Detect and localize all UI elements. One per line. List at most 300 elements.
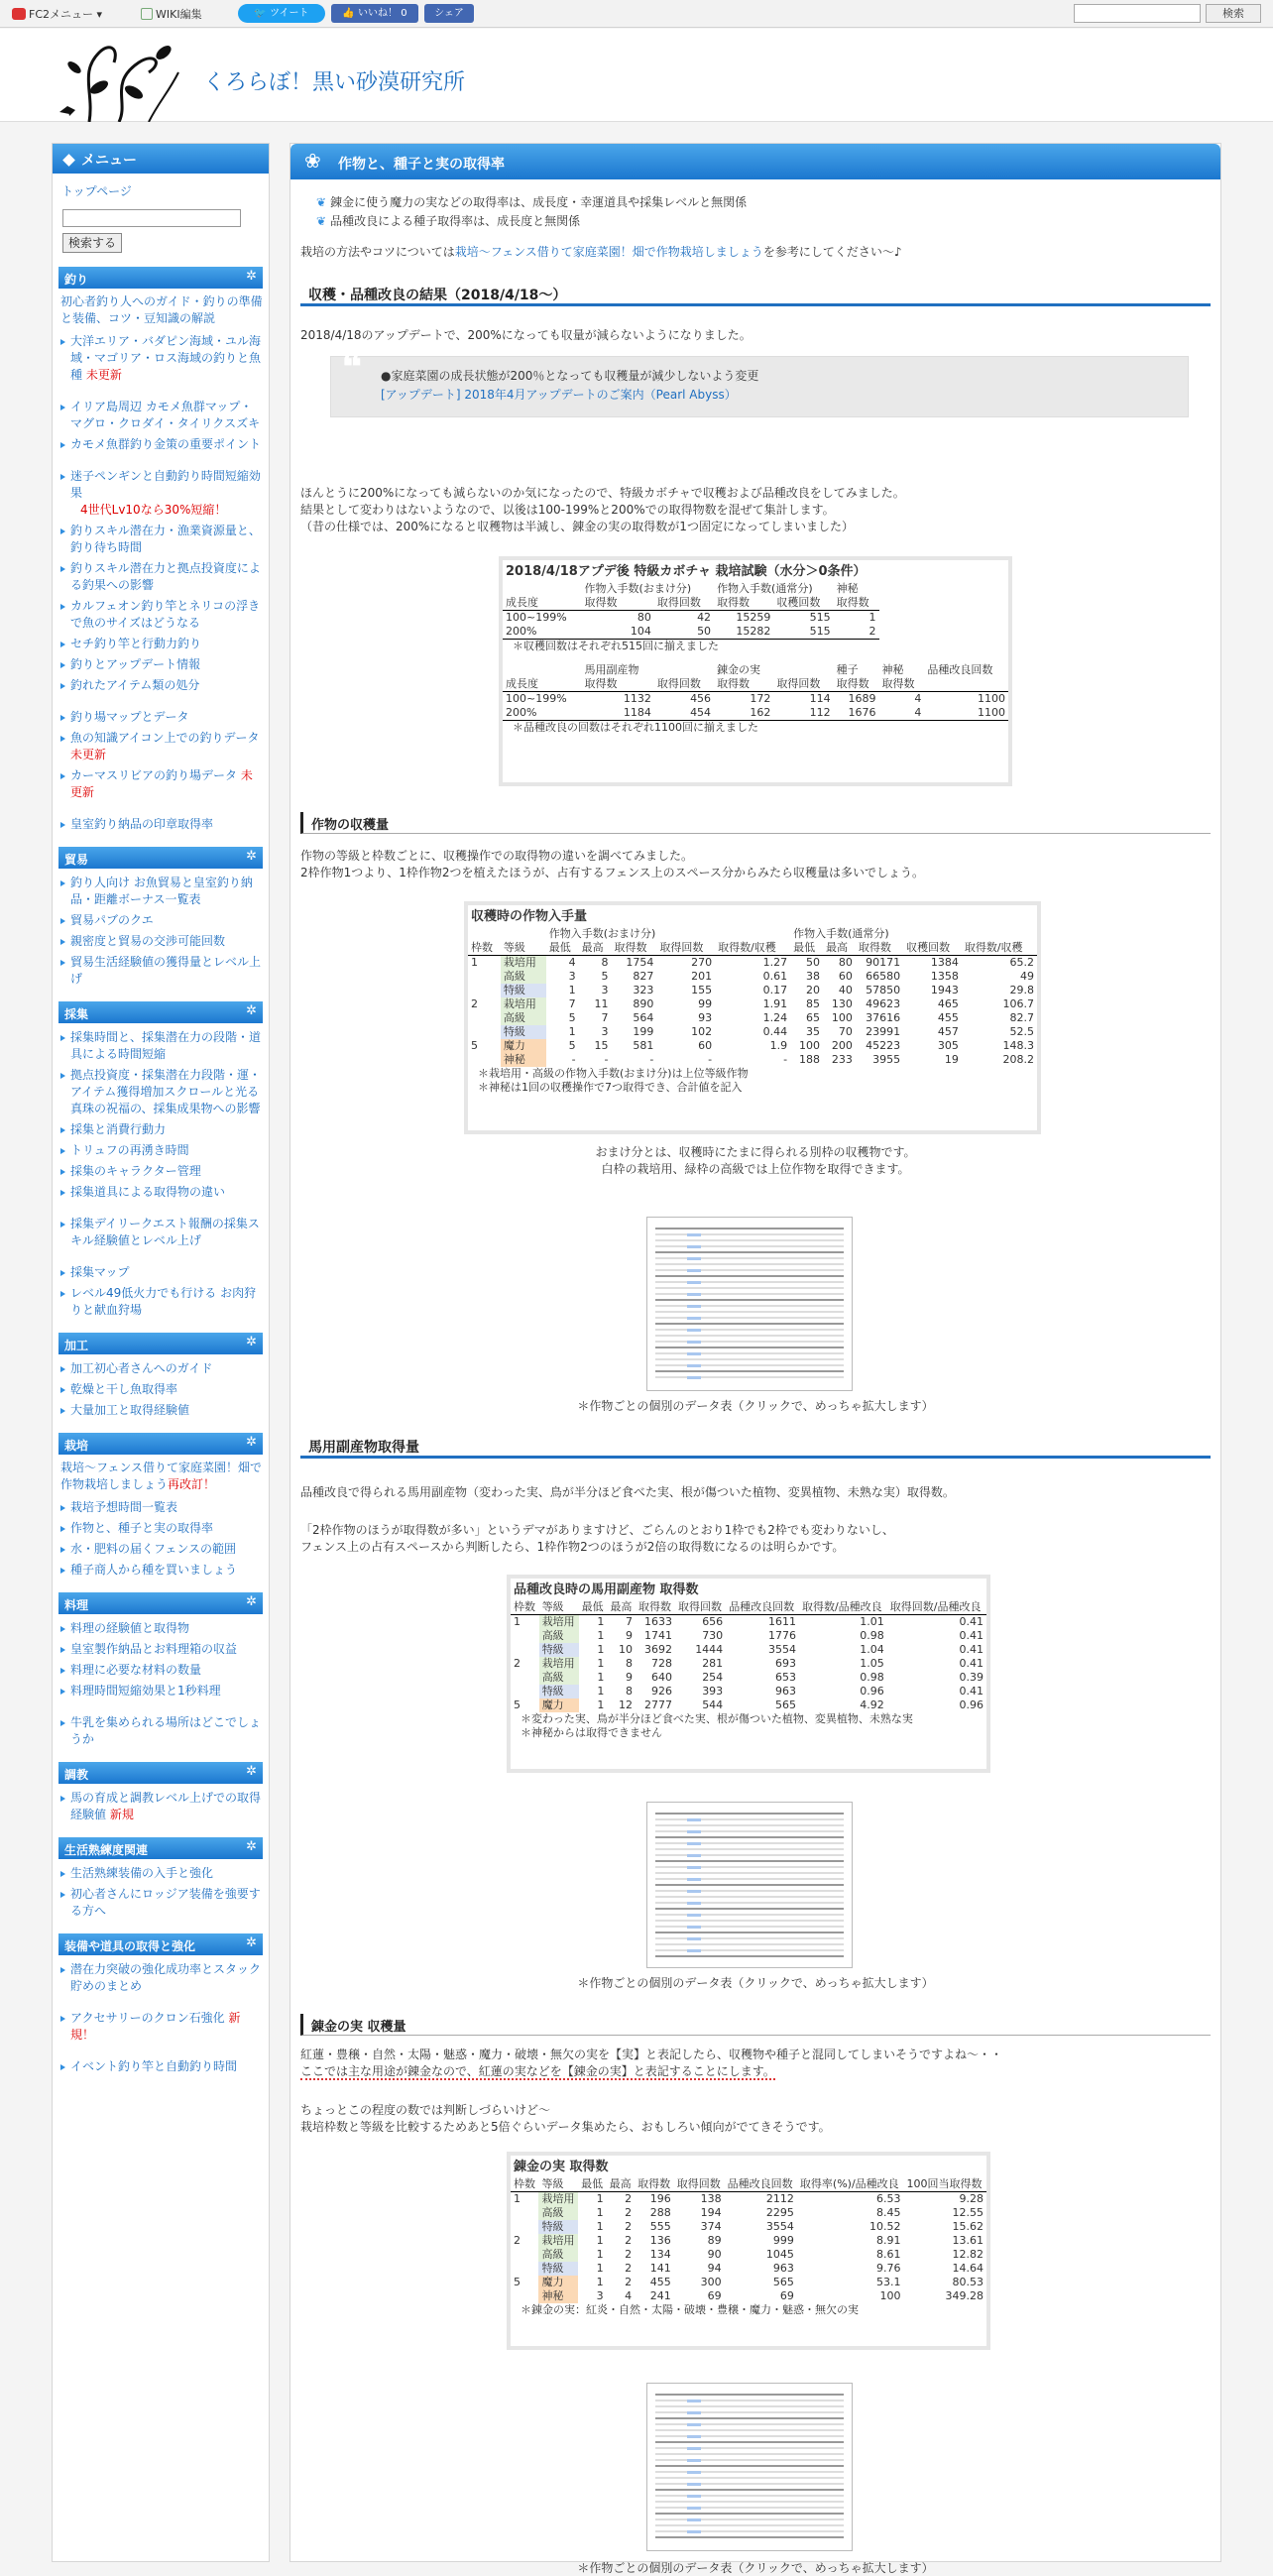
sidebar-item[interactable] — [58, 709, 263, 726]
table-cell: 0.41 — [959, 1643, 984, 1656]
sidebar-item[interactable] — [58, 399, 263, 432]
thumbnail-highlight — [687, 1866, 701, 1869]
sidebar-item[interactable] — [58, 560, 263, 594]
ribbon-icon: ❦ — [316, 195, 327, 209]
sidebar-item[interactable] — [58, 333, 263, 384]
table-cell: 15.62 — [952, 2220, 984, 2233]
like-button[interactable]: 👍 いいね！ 0 — [331, 4, 418, 23]
table-cell: 138 — [700, 2192, 722, 2205]
table-cell: 1676 — [834, 706, 879, 721]
sidebar-item-link[interactable]: 作物と、種子と実の取得率 — [70, 1521, 214, 1535]
sidebar-item[interactable] — [58, 1499, 263, 1516]
table-cell: 200% — [503, 706, 582, 721]
paragraph: ここでは主な用途が錬金なので、紅蓮の実などを【錬金の実】と表記することにします。 — [300, 2064, 775, 2078]
sidebar-item-link[interactable]: 牛乳を集められる場所はどこでしょうか — [70, 1715, 262, 1746]
table-cell: ＊神秘は1回の収穫操作で7つ取得でき、合計値を記入 — [478, 1081, 743, 1094]
table-cell: 457 — [937, 1025, 959, 1038]
table-cell: 49623 — [866, 997, 901, 1010]
thumbnail-highlight — [687, 1317, 701, 1320]
table-cell — [654, 663, 714, 677]
sidebar-search-button[interactable]: 検索する — [62, 233, 122, 253]
table-cell: 11 — [594, 997, 609, 1010]
thumbnail-row — [655, 1836, 844, 1838]
thumbnail-row — [655, 1914, 844, 1916]
sidebar-item-link[interactable]: 生活熟練装備の入手と強化 — [70, 1866, 214, 1880]
table-cell: 323 — [633, 984, 654, 996]
table-cell: 作物入手数(通常分) — [717, 582, 813, 595]
thumbnail-row — [655, 2501, 844, 2503]
sidebar-item-link[interactable]: 親密度と貿易の交渉可能回数 — [70, 934, 226, 948]
sidebar-item[interactable] — [58, 1541, 263, 1558]
sidebar-item-link[interactable]: 皇室釣り納品の印章取得率 — [70, 817, 214, 831]
table-cell: 5 — [568, 1039, 576, 1052]
sidebar-item[interactable] — [58, 436, 263, 453]
table-cell: 565 — [772, 2276, 794, 2288]
sidebar-item[interactable] — [58, 1886, 263, 1920]
table-cell: 2 — [625, 2206, 633, 2219]
table-cell: 134 — [649, 2248, 671, 2261]
site-title[interactable]: くろらぼ！黒い砂漠研究所 — [203, 70, 466, 95]
sidebar-item[interactable] — [58, 1641, 263, 1658]
table-row — [468, 927, 1037, 941]
table-row — [468, 984, 1037, 997]
thumbnail-row — [655, 2417, 844, 2419]
sidebar-item-link[interactable]: 皇室製作納品とお料理箱の収益 — [70, 1642, 238, 1656]
table-cell: 640 — [650, 1671, 672, 1684]
sidebar-item-link[interactable]: 貿易パブのクエ — [70, 913, 154, 927]
table-cell: 魔力 — [539, 1698, 579, 1712]
thumbnail-row — [655, 1275, 844, 1277]
thumbnail-row — [655, 2471, 844, 2473]
sidebar-item[interactable] — [58, 1865, 263, 1882]
sidebar-item-link[interactable]: 大洋エリア・バダピン海域・ユル海域・マゴリア・ロス海域の釣りと魚種 — [70, 334, 262, 382]
table-cell: 2 — [625, 2220, 633, 2233]
share-button[interactable]: シェア — [424, 4, 474, 23]
sidebar-item-link[interactable]: 採集と消費行動力 — [70, 1122, 167, 1136]
badge: 未更新 — [70, 768, 253, 799]
data-table-thumbnail[interactable] — [646, 2383, 853, 2551]
table-cell: 85 — [806, 997, 821, 1010]
paragraph: フェンス上の占有スペースから判断したら、1枠作物2つのほうが2倍の取得数になるのは明らかです。 — [300, 1540, 845, 1554]
table-cell: 5 — [568, 1011, 576, 1024]
table-cell: 141 — [649, 2262, 671, 2275]
sidebar-item[interactable] — [58, 1683, 263, 1699]
table-cell: 1 — [597, 1615, 605, 1628]
table-cell: 馬用副産物 — [584, 663, 639, 676]
table-cell: 栽培用 — [538, 2234, 578, 2248]
sidebar-item-link[interactable]: 馬の育成と調教レベル上げでの取得経験値 — [70, 1791, 262, 1821]
sidebar-item[interactable] — [58, 875, 263, 908]
table-cell: 374 — [700, 2220, 722, 2233]
thumbnail-row — [655, 1902, 844, 1904]
table-title: 品種改良時の馬用副産物 取得数 — [514, 1582, 699, 1597]
badge: 再改訂！ — [168, 1477, 216, 1491]
table-cell: 高級 — [539, 1671, 579, 1685]
table-cell — [511, 2262, 538, 2276]
table-cell: 305 — [937, 1039, 959, 1052]
table-cell: 6.53 — [876, 2192, 901, 2205]
thumbnail-row — [655, 1937, 844, 1939]
thumbnail-highlight — [687, 2495, 701, 2498]
table-cell: ＊栽培用・高級の作物入手数(おまけ分)は上位等級作物 — [478, 1067, 749, 1080]
sidebar-item-link[interactable]: 採集のキャラクター管理 — [70, 1164, 201, 1178]
table-cell: 693 — [774, 1657, 796, 1670]
thumbnail-row — [655, 1281, 844, 1283]
thumbnail-row — [655, 2465, 844, 2467]
thumbnail-row — [655, 2435, 844, 2437]
table-cell: 取得数 — [714, 677, 773, 692]
table-cell: 65.2 — [1009, 956, 1034, 969]
sidebar-item-link[interactable]: カルフェオン釣り竿とネリコの浮きで魚のサイズはどうなる — [70, 599, 261, 630]
sidebar-list — [58, 1620, 263, 1748]
table-cell: 2 — [625, 2192, 633, 2205]
table-cell: 890 — [633, 997, 654, 1010]
data-table-thumbnail[interactable] — [646, 1802, 853, 1968]
paragraph: 紅蓮・豊穣・自然・太陽・魅惑・魔力・破壊・無欠の実を【実】と表記したら、収穫物や種子と混同してしまいそうですよね～・・ — [300, 2048, 1003, 2061]
sidebar-intro-text[interactable]: 初心者釣り人へのガイド・釣りの準備と装備、コツ・豆知識の解説 — [60, 294, 263, 325]
table-cell: 1 — [471, 956, 478, 969]
sidebar-item-link[interactable]: カモメ魚群釣り金策の重要ポイント — [70, 437, 262, 451]
sidebar-item[interactable] — [58, 1360, 263, 1377]
table-cell: 35 — [806, 1025, 821, 1038]
sidebar-sections — [58, 267, 263, 2075]
table-row — [511, 2262, 986, 2276]
table-cell: 80 — [636, 611, 651, 624]
sidebar-item-link[interactable]: 釣り場マップとデータ — [70, 710, 189, 724]
table-title: 錬金の実 取得数 — [514, 2160, 609, 2174]
table-cell: 8.91 — [876, 2234, 901, 2247]
table-cell: 114 — [809, 692, 831, 705]
tweet-button[interactable]: 🐦 ツイート — [238, 4, 325, 23]
sidebar-item[interactable] — [58, 1067, 263, 1117]
table-cell: 42 — [697, 611, 712, 624]
sidebar-item-link[interactable]: アクセサリーのクロン石強化 — [70, 2011, 225, 2025]
table-cell: 3 — [601, 984, 609, 996]
thumbnail-row — [655, 1358, 844, 1360]
sidebar-item[interactable] — [58, 1961, 263, 1995]
table-cell: 5 — [514, 2276, 521, 2288]
table-cell: 82.7 — [1009, 1011, 1034, 1024]
table-cell: 7 — [601, 1011, 609, 1024]
table-cell: - — [708, 1053, 713, 1066]
table-cell: 取得数/収穫 — [715, 941, 790, 956]
table-cell: 60 — [838, 970, 853, 983]
data-table-thumbnail[interactable] — [646, 1217, 853, 1391]
sidebar-item-link[interactable]: 釣りスキル潜在力と拠点投資度による釣果への影響 — [70, 561, 261, 592]
sidebar-intro-link[interactable] — [60, 1460, 263, 1493]
thumbnail-highlight — [687, 2447, 701, 2450]
sidebar-item[interactable] — [58, 1520, 263, 1537]
sidebar-item-link[interactable]: 大量加工と取得経験値 — [70, 1403, 190, 1417]
sidebar-item-link[interactable]: 料理に必要な材料の数量 — [70, 1663, 202, 1677]
thumbnail-row — [655, 1329, 844, 1331]
table-cell: 1184 — [582, 706, 654, 721]
sidebar-item[interactable] — [58, 1381, 263, 1398]
table-row — [468, 1011, 1037, 1025]
table-cell: 1 — [596, 2192, 604, 2205]
thumbnail-row — [655, 1878, 844, 1880]
thumbnail-row — [655, 2477, 844, 2479]
sidebar-item-link[interactable]: レベル49低火力でも行ける お肉狩りと献血狩場 — [70, 1286, 257, 1317]
table-cell: 1 — [514, 1615, 521, 1628]
table-cell: 49 — [1020, 970, 1034, 983]
table-cell: 1444 — [695, 1643, 724, 1656]
table-cell: 取得回数 — [654, 677, 714, 692]
sidebar-item[interactable] — [58, 1790, 263, 1823]
sidebar-item-link[interactable]: 拠点投資度・採集潜在力段階・運・アイテム獲得増加スクロールと光る真珠の祝福の、採集成果物への影響 — [70, 1068, 262, 1115]
sidebar-item-link[interactable]: 乾燥と干し魚取得率 — [70, 1382, 178, 1396]
sidebar-item-link[interactable]: 釣り人向け お魚貿易と皇室釣り納品・距離ボーナス一覧表 — [70, 876, 253, 906]
table-cell: 取得回数 — [674, 2177, 725, 2192]
sidebar-section-heading — [58, 1837, 263, 1859]
sidebar-item-link[interactable]: 潜在力突破の強化成功率とスタック貯めのまとめ — [70, 1962, 262, 1993]
thumbnail-row — [655, 1239, 844, 1241]
sidebar-item[interactable] — [58, 1121, 263, 1138]
sidebar-item[interactable] — [58, 2058, 263, 2075]
top-page-link[interactable]: トップページ — [61, 184, 132, 198]
thumbnail-row — [655, 1305, 844, 1307]
sidebar-item-link[interactable]: イベント釣り竿と自動釣り時間 — [70, 2059, 238, 2073]
table-cell: 69 — [707, 2289, 722, 2302]
sidebar-item-link[interactable]: 料理時間短縮効果と1秒料理 — [70, 1684, 221, 1698]
table-cell: 9 — [626, 1629, 634, 1642]
table-cell: 4 — [914, 692, 922, 705]
table-cell: 9 — [626, 1671, 634, 1684]
table-row — [468, 1067, 1037, 1081]
caption: おまけ分とは、収穫時にたまに得られる別枠の収穫物です。 — [595, 1145, 916, 1159]
thumbnail-highlight — [687, 1269, 701, 1272]
top-search-input[interactable] — [1074, 4, 1201, 23]
sidebar-intro-text[interactable]: 栽培～フェンス借りて家庭菜園！畑で作物栽培しましょう — [60, 1461, 263, 1491]
thumbnail-row — [655, 1943, 844, 1945]
thumbnail-highlight — [687, 1245, 701, 1248]
sidebar-intro-link[interactable] — [60, 293, 263, 327]
fc2-menu[interactable]: FC2メニュー ▾ — [12, 6, 102, 22]
sidebar-search-input[interactable] — [62, 209, 241, 227]
table-cell: 1.91 — [762, 997, 788, 1010]
sidebar-item-link[interactable]: 料理の経験値と取得物 — [70, 1621, 190, 1635]
table-cell: 2 — [625, 2276, 633, 2288]
data-table — [511, 2177, 986, 2317]
section-heading: 収穫・品種改良の結果（2018/4/18～） — [300, 281, 1211, 306]
table-cell: 取得数 — [612, 941, 657, 956]
table-row — [511, 1726, 986, 1740]
sidebar-item[interactable] — [58, 912, 263, 929]
sidebar-item-link[interactable]: 初心者さんにロッジア装備を強要する方へ — [70, 1887, 261, 1918]
table-cell: 2 — [514, 1657, 521, 1670]
table-cell: 15 — [594, 1039, 609, 1052]
sidebar-item[interactable] — [58, 954, 263, 988]
table-cell: 80 — [838, 956, 853, 969]
sidebar-item-note: 4世代Lv10なら30%短縮！ — [80, 503, 227, 517]
thumbnail-row — [655, 1932, 844, 1933]
sidebar-item[interactable] — [58, 468, 263, 519]
sidebar-item[interactable] — [58, 1184, 263, 1201]
sidebar-item[interactable] — [58, 1216, 263, 1249]
table-cell: 1611 — [767, 1615, 796, 1628]
sidebar-item[interactable] — [58, 816, 263, 833]
summary-bullet: ❦ 品種改良による種子取得率は、成長度と無関係 — [316, 214, 581, 228]
sidebar-item[interactable] — [58, 677, 263, 694]
table-row — [511, 2248, 986, 2262]
sidebar-item[interactable] — [58, 1662, 263, 1679]
thumbnail-highlight — [687, 2423, 701, 2426]
table-cell: 199 — [633, 1025, 654, 1038]
sparkle-icon: ✲ — [246, 269, 257, 284]
thumbnail-row — [655, 1830, 844, 1832]
sidebar-item[interactable] — [58, 1714, 263, 1748]
sidebar-item[interactable] — [58, 1402, 263, 1419]
sidebar-item[interactable] — [58, 598, 263, 632]
table-cell: 40 — [838, 984, 853, 996]
section-heading: 錬金の実 収穫量 — [300, 2014, 1211, 2036]
sidebar-item-link[interactable]: 採集道具による取得物の違い — [70, 1185, 226, 1199]
table-cell: 999 — [772, 2234, 794, 2247]
sparkle-icon: ✲ — [246, 1935, 257, 1950]
thumbnail-caption: ＊作物ごとの個別のデータ表（クリックで、めっちゃ拡大します） — [577, 2561, 934, 2575]
table-cell: 取得数/収穫 — [962, 941, 1037, 956]
sidebar-section-title: 装備や道具の取得と強化 — [64, 1939, 196, 1953]
table-cell: 栽培用 — [501, 997, 546, 1011]
sidebar-item-link[interactable]: 栽培予想時間一覧表 — [70, 1500, 178, 1514]
table-cell: 7 — [568, 997, 576, 1010]
thumbnail-row — [655, 1287, 844, 1289]
sidebar-section-title: 加工 — [64, 1339, 89, 1352]
sidebar-item[interactable] — [58, 1264, 263, 1281]
cultivation-guide-link[interactable]: 栽培～フェンス借りて家庭菜園！畑で作物栽培しましょう — [454, 245, 763, 259]
wiki-edit-link[interactable]: WIKI編集 — [141, 6, 202, 22]
sidebar-item-link[interactable]: イリア島周辺 カモメ魚群マップ・マグロ・クロダイ・タイリクスズキ — [70, 400, 261, 430]
table-cell: 神秘 — [836, 582, 859, 595]
table-cell: 2 — [625, 2234, 633, 2247]
sidebar-item[interactable] — [58, 1620, 263, 1637]
sidebar-item[interactable] — [58, 1562, 263, 1579]
sidebar-item[interactable] — [58, 1285, 263, 1319]
table-cell: 栽培用 — [539, 1657, 579, 1671]
sidebar-item-link[interactable]: 釣りスキル潜在力・漁業資源量と、釣り待ち時間 — [70, 524, 261, 554]
quote-icon: ❝ — [341, 345, 363, 391]
table-cell: 1.04 — [860, 1643, 884, 1656]
table-cell: 57850 — [866, 984, 901, 996]
sidebar-item-link[interactable]: 貿易生活経験値の獲得量とレベル上げ — [70, 955, 262, 986]
paragraph: ほんとうに200%になっても減らないのか気になったので、特級カボチャで収穫および品種改良をしてみました。 — [300, 486, 905, 500]
thumbnail-row — [655, 1949, 844, 1951]
table-cell: 9.76 — [876, 2262, 901, 2275]
sidebar-section — [58, 1433, 263, 1579]
table-cell: 38 — [806, 970, 821, 983]
thumbnail-highlight — [687, 1878, 701, 1881]
table-cell: 281 — [702, 1657, 724, 1670]
sidebar-item[interactable] — [58, 767, 263, 801]
table-cell: 0.98 — [860, 1671, 884, 1684]
table-cell: ＊錬金の実：紅炎・自然・太陽・破壊・豊穣・魔力・魅惑・無欠の実 — [521, 2303, 859, 2316]
table-cell: 1100 — [978, 692, 1005, 705]
table-title: 収穫時の作物入手量 — [471, 909, 588, 924]
table-cell: 最高 — [607, 2177, 635, 2192]
sidebar-item[interactable] — [58, 730, 263, 763]
table-cell: 99 — [698, 997, 713, 1010]
table-row — [511, 1657, 986, 1671]
table-cell: 2 — [625, 2248, 633, 2261]
sidebar-item-link[interactable]: カーマスリビアの釣り場データ — [70, 768, 238, 782]
table-row — [468, 1081, 1037, 1095]
sidebar-item-link[interactable]: 水・肥料の届くフェンスの範囲 — [70, 1542, 237, 1556]
sidebar-item[interactable] — [58, 1029, 263, 1063]
table-cell: 2 — [834, 625, 879, 640]
table-cell: 1 — [568, 1025, 576, 1038]
table-cell: 1633 — [643, 1615, 672, 1628]
update-notice-link[interactable]: [アップデート] 2018年4月アップデートのご案内（Pearl Abyss） — [381, 388, 737, 402]
paragraph: 作物の等級と枠数ごとに、収穫操作での取得物の違いを調べてみました。 — [300, 849, 694, 863]
sidebar-item[interactable] — [58, 1163, 263, 1180]
sidebar-item[interactable] — [58, 2010, 263, 2044]
thumbnail-row — [655, 2394, 844, 2396]
thumbnail-row — [655, 2530, 844, 2532]
sidebar-section — [58, 1933, 263, 2075]
table-cell: 13.61 — [952, 2234, 984, 2247]
table-cell: 162 — [714, 706, 773, 721]
sidebar-item[interactable] — [58, 1142, 263, 1159]
sidebar-item-link[interactable]: 釣れたアイテム類の処分 — [70, 678, 200, 692]
table-cell: 1 — [597, 1671, 605, 1684]
table-cell: 12 — [619, 1698, 634, 1711]
table-cell: 1 — [596, 2262, 604, 2275]
sidebar — [52, 143, 270, 2562]
table-cell: 1689 — [848, 692, 876, 705]
table-cell: 29.8 — [1009, 984, 1034, 996]
table-cell: 1 — [596, 2206, 604, 2219]
sidebar-item-link[interactable]: 採集時間と、採集潜在力の段階・道具による時間短縮 — [70, 1030, 262, 1061]
sidebar-item[interactable] — [58, 523, 263, 556]
sidebar-item-link[interactable]: トリュフの再湧き時間 — [70, 1143, 189, 1157]
table-cell — [511, 2206, 538, 2220]
thumbnail-row — [655, 1251, 844, 1253]
sidebar-item-link[interactable]: セチ釣り竿と行動力釣り — [70, 637, 202, 650]
table-cell: 15282 — [714, 625, 773, 640]
sidebar-item[interactable] — [58, 636, 263, 652]
table-row — [503, 706, 1008, 721]
sidebar-item-link[interactable]: 種子商人から種を買いましょう — [70, 1563, 238, 1577]
table-cell: 730 — [702, 1629, 724, 1642]
table-row — [503, 663, 1008, 677]
table-cell: 成長度 — [503, 596, 582, 611]
table-cell — [468, 1011, 501, 1025]
table-cell: 0.39 — [959, 1671, 984, 1684]
thumbnail-row — [655, 1842, 844, 1844]
thumbnail-row — [655, 2513, 844, 2515]
sidebar-item-link[interactable]: 加工初心者さんへのガイド — [70, 1361, 213, 1375]
sidebar-item-link[interactable]: 迷子ペンギンと自動釣り時間短縮効果 — [70, 469, 261, 500]
sidebar-item-link[interactable]: 魚の知識アイコン上での釣りデータ — [70, 731, 260, 745]
sidebar-item-link[interactable]: 採集デイリークエスト報酬の採集スキル経験値とレベル上げ — [70, 1217, 260, 1247]
thumbnail-highlight — [687, 2411, 701, 2414]
sidebar-section — [58, 847, 263, 988]
table-cell: 69 — [779, 2289, 794, 2302]
sidebar-item[interactable] — [58, 933, 263, 950]
top-search-button[interactable]: 検索 — [1206, 4, 1261, 23]
table-cell — [511, 2248, 538, 2262]
thumbnail-highlight — [687, 1902, 701, 1905]
table-cell: 3554 — [767, 1643, 796, 1656]
sidebar-item[interactable] — [58, 656, 263, 673]
table-row — [503, 596, 1008, 611]
thumbnail-highlight — [687, 2459, 701, 2462]
table-cell: 2112 — [765, 2192, 794, 2205]
thumbnail-row — [655, 1364, 844, 1366]
sidebar-item-link[interactable]: 釣りとアップデート情報 — [70, 657, 201, 671]
sidebar-item-link[interactable]: 採集マップ — [70, 1265, 130, 1279]
table-cell: 100~199% — [506, 611, 567, 624]
